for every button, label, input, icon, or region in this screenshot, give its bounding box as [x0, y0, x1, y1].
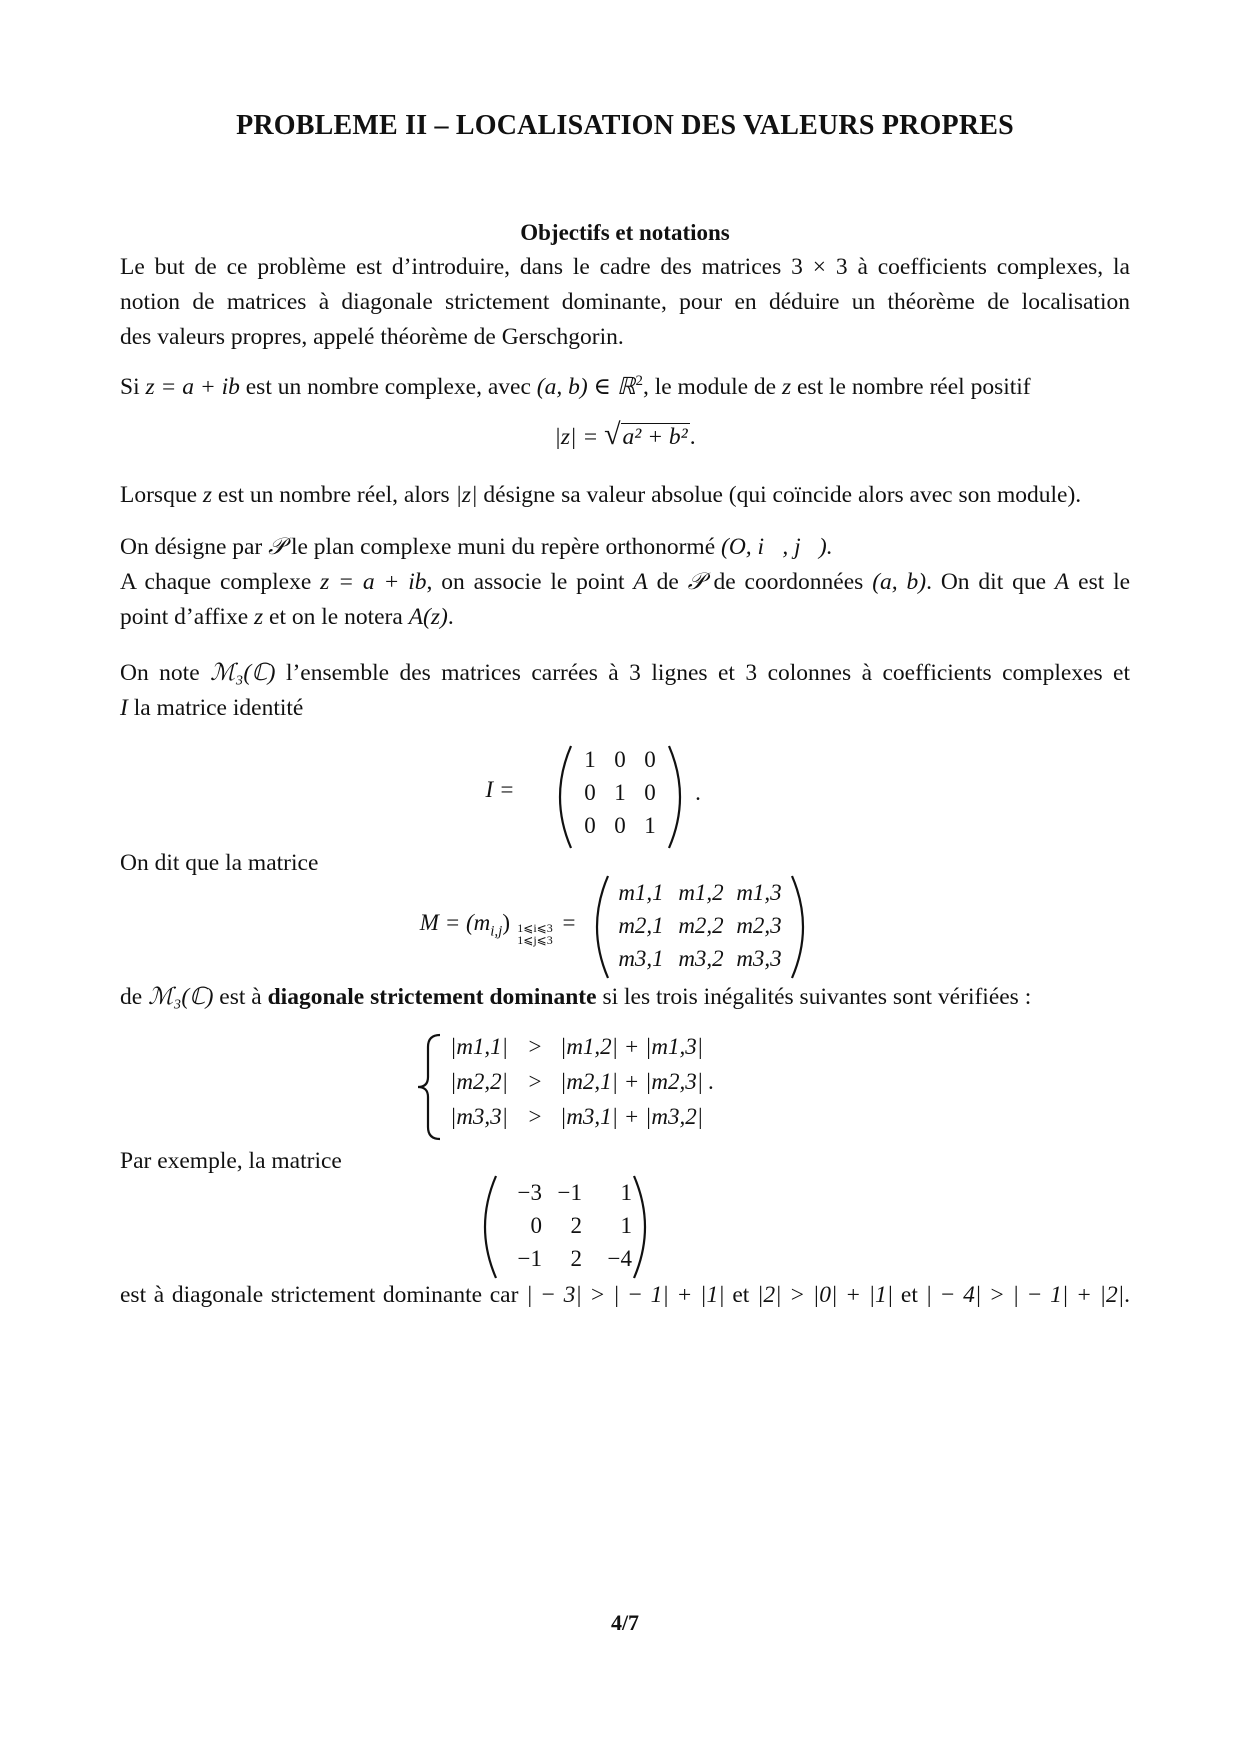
- identity-cell: 0: [614, 747, 626, 772]
- identity-cell: 1: [614, 780, 626, 805]
- modulus-formula: [120, 418, 1130, 452]
- sqrt-radicand: a² + b²: [622, 424, 688, 450]
- intro-line-3: des valeurs propres, appelé théorème de Gerschgorin.: [120, 324, 624, 350]
- example-cell: −4: [607, 1246, 632, 1271]
- example-cell: 1: [620, 1213, 632, 1238]
- coords-ab: (a, b): [872, 569, 927, 595]
- gm-cell: m3,1: [618, 946, 664, 971]
- gm-cell: m1,3: [736, 880, 782, 905]
- p2-pre: Si: [120, 373, 140, 400]
- complex-number-paragraph: [120, 364, 1130, 405]
- gm-cell: m3,2: [678, 946, 724, 971]
- p4-l1-pre: On désigne par: [120, 534, 263, 560]
- intro-line-2: notion de matrices à diagonale strictement dominante, pour en déduire un théorème de localisation: [120, 289, 1130, 315]
- p4-l3-end: .: [447, 604, 454, 630]
- general-matrix-indices: [510, 922, 560, 946]
- ineq-lhs: |m2,2|: [450, 1069, 509, 1094]
- p3-mid: est un nombre réel, alors: [217, 482, 450, 508]
- identity-end: .: [695, 780, 701, 805]
- plane-line-3: [120, 600, 1130, 635]
- p4-l1-mid: le plan complexe muni du repère orthonormé: [290, 534, 716, 560]
- inequality-system: [410, 1032, 870, 1142]
- p4-l2-tail: est le: [1078, 569, 1131, 595]
- modulus-lhs: |z| =: [554, 424, 599, 450]
- gm-idx-top: 1⩽i⩽3: [517, 921, 553, 935]
- example-cell: −3: [517, 1180, 542, 1205]
- example-cell: 2: [570, 1246, 582, 1271]
- p4-l2-end: . On dit que: [926, 569, 1047, 595]
- identity-cell: 1: [644, 813, 656, 838]
- affix-notation: A(z): [408, 604, 448, 630]
- p3-end: désigne sa valeur absolue (qui coïncide alors avec son module).: [483, 482, 1082, 508]
- example-cell: −1: [557, 1180, 582, 1205]
- ineq-end: .: [708, 1069, 714, 1094]
- sqrt-expression: [604, 418, 690, 452]
- example-matrix: [470, 1172, 840, 1282]
- p2-end: est le nombre réel positif: [797, 373, 1031, 400]
- sqrt-radical-icon: √: [604, 418, 621, 451]
- identity-lhs: I =: [485, 777, 515, 802]
- page: [120, 0, 1130, 1754]
- general-matrix-intro: On dit que la matrice: [120, 850, 319, 876]
- p7-end: si les trois inégalités suivantes sont vérifiées :: [602, 984, 1032, 1010]
- intro-paragraph: [120, 250, 1130, 355]
- p9-and-1: et: [732, 1282, 750, 1308]
- identity-matrix: [460, 742, 840, 852]
- frame-symbol: (O, i⃗, j⃗).: [721, 534, 833, 560]
- p4-l2-de: de: [656, 569, 679, 595]
- identity-cell: 0: [644, 747, 656, 772]
- p3-pre: Lorsque: [120, 482, 198, 508]
- plane-line-1: [120, 530, 1130, 565]
- condition-1: | − 3| > | − 1| + |1|: [526, 1282, 725, 1308]
- z-symbol: z: [781, 373, 792, 400]
- r2-exponent: 2: [635, 373, 643, 389]
- definition-paragraph: [120, 980, 1130, 1015]
- gm-lhs: M = (m: [419, 910, 491, 935]
- modulus-end: .: [689, 424, 696, 450]
- plane-symbol-2: 𝒫: [687, 569, 705, 595]
- gm-cell: m3,3: [736, 946, 782, 971]
- identity-cell: 0: [584, 813, 596, 838]
- point-a: A: [633, 569, 648, 595]
- p7-m3c: ℳ₃(ℂ): [148, 984, 214, 1010]
- example-cell: 2: [570, 1213, 582, 1238]
- p4-l2-pre: A chaque complexe: [120, 569, 312, 595]
- ineq-rhs: |m2,1| + |m2,3|: [560, 1069, 704, 1094]
- gm-cell: m2,2: [678, 913, 724, 938]
- condition-2: |2| > |0| + |1|: [756, 1282, 894, 1308]
- example-cell: 1: [620, 1180, 632, 1205]
- ineq-rhs: |m3,1| + |m3,2|: [560, 1104, 704, 1129]
- plane-symbol: 𝒫: [268, 534, 286, 560]
- definition-term: diagonale strictement dominante: [267, 984, 597, 1010]
- example-intro: Par exemple, la matrice: [120, 1148, 342, 1174]
- p3-absz: |z|: [455, 482, 478, 508]
- intro-line-1: Le but de ce problème est d’introduire, dans le cadre des matrices 3 × 3 à coefficients complexes, la: [120, 254, 1130, 280]
- p9-pre: est à diagonale strictement dominante car: [120, 1282, 519, 1308]
- gm-cell: m1,1: [618, 880, 664, 905]
- plane-line-2: [120, 565, 1130, 600]
- left-brace-icon: [410, 1032, 450, 1142]
- gm-cell: m2,3: [736, 913, 782, 938]
- plane-paragraph: [120, 530, 1130, 635]
- p3-z: z: [202, 482, 213, 508]
- p5-l1-pre: On note: [120, 660, 200, 686]
- right-paren-icon: [630, 1172, 660, 1282]
- gm-cell: m2,1: [618, 913, 664, 938]
- ineq-op: >: [528, 1069, 542, 1094]
- gm-lhs-close: ): [502, 910, 510, 935]
- identity-cell: 0: [644, 780, 656, 805]
- pair-in-r2: (a, b) ∈ ℝ: [536, 373, 636, 400]
- gm-cell: m1,2: [678, 880, 724, 905]
- p7-mid: est à: [219, 984, 262, 1010]
- ineq-op: >: [528, 1034, 542, 1059]
- p9-end: .: [1124, 1282, 1131, 1308]
- p4-l2-mid: , on associe le point: [426, 569, 625, 595]
- gm-lhs-sub: i,j: [490, 923, 503, 940]
- ineq-rhs: |m1,2| + |m1,3|: [560, 1034, 704, 1059]
- example-conclusion: [120, 1278, 1130, 1313]
- problem-title: PROBLEME II – LOCALISATION DES VALEURS PROPRES: [236, 110, 1014, 141]
- z-definition: z = a + ib: [145, 373, 240, 400]
- ineq-op: >: [528, 1104, 542, 1129]
- p2-post: , le module de: [642, 373, 777, 400]
- condition-3: | − 4| > | − 1| + |2|: [925, 1282, 1125, 1308]
- identity-cell: 0: [614, 813, 626, 838]
- p4-z: z: [254, 604, 264, 630]
- absolute-value-paragraph: [120, 478, 1130, 513]
- gm-eq: =: [562, 910, 576, 935]
- p4-l2-coords: de coordonnées: [713, 569, 864, 595]
- general-matrix-lhs: [350, 910, 510, 941]
- ineq-lhs: |m3,3|: [450, 1104, 509, 1129]
- example-cell: −1: [517, 1246, 542, 1271]
- p5-l2-end: la matrice identité: [133, 695, 304, 721]
- identity-symbol: I: [120, 695, 128, 721]
- p4-z-def: z = a + ib: [320, 569, 427, 595]
- matrices-paragraph: [120, 656, 1130, 726]
- p5-l1-end: l’ensemble des matrices carrées à 3 lignes et 3 colonnes à coefficients complexes et: [285, 660, 1131, 686]
- m3c-symbol: ℳ₃(ℂ): [210, 660, 276, 686]
- p4-l3-mid: et on le notera: [269, 604, 403, 630]
- p2-mid: est un nombre complexe, avec: [245, 373, 531, 400]
- matrices-line-1: [120, 656, 1130, 691]
- point-a-2: A: [1054, 569, 1070, 595]
- right-paren-icon: [788, 872, 818, 982]
- p4-l3-pre: point d’affixe: [120, 604, 249, 630]
- ineq-lhs: |m1,1|: [450, 1034, 509, 1059]
- matrices-line-2: [120, 691, 1130, 726]
- gm-idx-bot: 1⩽j⩽3: [517, 933, 553, 947]
- example-cell: 0: [530, 1213, 542, 1238]
- general-matrix: [350, 872, 910, 982]
- p7-pre: de: [120, 984, 143, 1010]
- page-number: 4/7: [610, 1610, 640, 1635]
- identity-cell: 0: [584, 780, 596, 805]
- identity-cell: 1: [584, 747, 596, 772]
- section-subtitle: Objectifs et notations: [520, 220, 730, 245]
- p9-and-2: et: [900, 1282, 918, 1308]
